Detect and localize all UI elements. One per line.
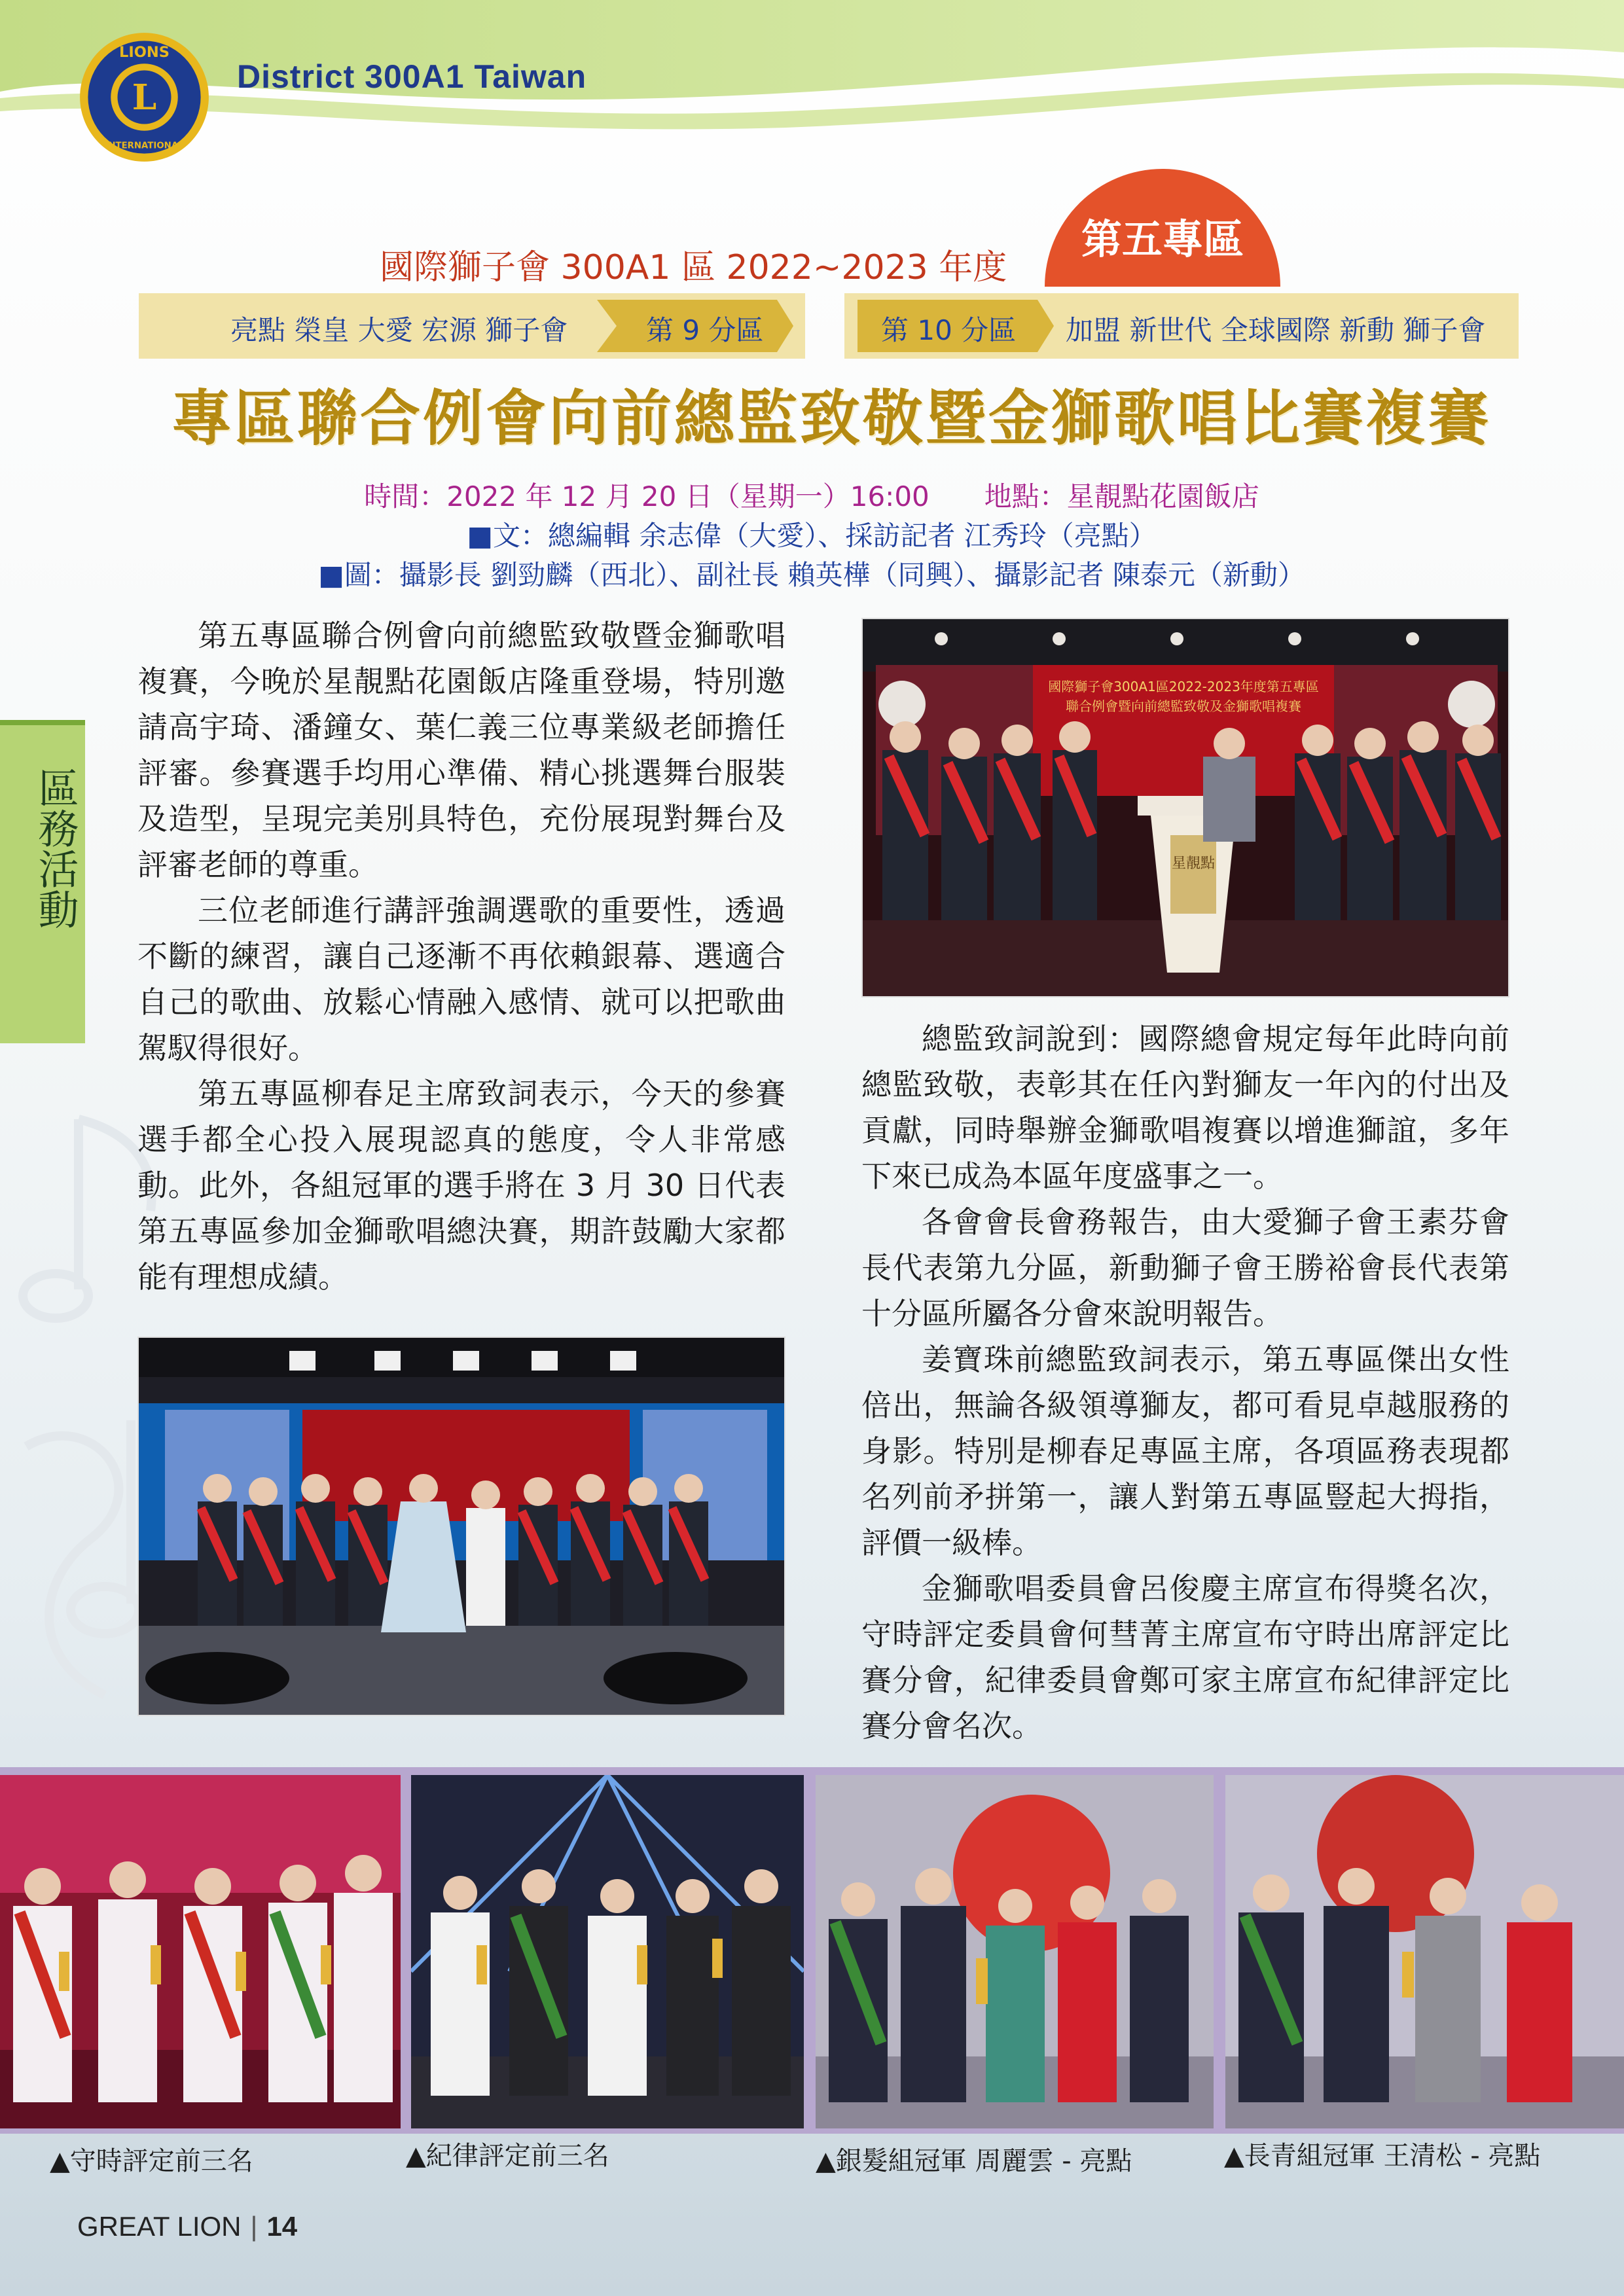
article-writers: ■文：總編輯 余志偉（大愛）、採訪記者 江秀玲（亮點）: [467, 520, 1157, 552]
ribbon-right-clubs: 加盟 新世代 全球國際 新動 獅子會: [1066, 314, 1486, 346]
award-photo-evergreen-champion-illustration: [1225, 1775, 1624, 2128]
backdrop-line2: 聯合例會暨向前總監致敬及金獅歌唱複賽: [1066, 698, 1301, 714]
paragraph: 各會會長會務報告，由大愛獅子會王素芬會長代表第九分區，新動獅子會王勝裕會長代表第十分區所屬各分會來說明報告。: [861, 1204, 1509, 1331]
article-left-column: [137, 613, 785, 1300]
logo-text-bottom: INTERNATIONAL: [105, 141, 184, 151]
stage-podium-illustration: [863, 619, 1509, 997]
paragraph: 三位老師進行講評強調選歌的重要性，透過不斷的練習，讓自己逐漸不再依賴銀幕、選適合自己的歌曲、放鬆心情融入感情、就可以把歌曲駕馭得很好。: [137, 893, 785, 1066]
page-footer: [77, 2211, 297, 2242]
award-photo-silver-champion: [816, 1775, 1214, 2128]
backdrop-line1: 國際獅子會300A1區2022-2023年度第五專區: [1048, 679, 1319, 694]
zone-badge: [1045, 169, 1280, 287]
article-title: 專區聯合例會向前總監致敬暨金獅歌唱比賽複賽: [171, 384, 1491, 454]
article-right-column: [861, 1016, 1509, 1749]
ribbon-left-district: 第 9 分區: [646, 314, 764, 346]
caption-silver-champion: ▲銀髮組冠軍 周麗雲 - 亮點: [816, 2146, 1132, 2176]
paragraph: 姜寶珠前總監致詞表示，第五專區傑出女性倍出，無論各級領導獅友，都可看見卓越服務的身影。特別是柳春足專區主席，各項區務表現都名列前矛拼第一，讓人對第五專區豎起大拇指，評價一級棒。: [861, 1342, 1509, 1560]
year-line: 國際獅子會 300A1 區 2022~2023 年度: [380, 248, 1007, 287]
award-photo-discipline: [411, 1775, 804, 2128]
paragraph: 第五專區柳春足主席致詞表示，今天的參賽選手都全心投入展現認真的態度，令人非常感動。此外，各組冠軍的選手將在 3 月 30 日代表第五專區參加金獅歌唱總決賽，期許鼓勵大家都能有理想成績。: [137, 1076, 785, 1295]
ribbon-left-clubs: 亮點 榮皇 大愛 宏源 獅子會: [230, 314, 568, 346]
lions-logo: [77, 30, 211, 164]
stage-group-photo: [137, 1336, 785, 1716]
section-side-tab: [0, 720, 85, 1043]
ribbon-district-10: [844, 293, 1519, 359]
paragraph: 金獅歌唱委員會呂俊慶主席宣布得獎名次，守時評定委員會何彗菁主席宣布守時出席評定比賽分會，紀律委員會鄭可家主席宣布紀律評定比賽分會名次。: [861, 1571, 1509, 1744]
logo-letter: L: [132, 76, 157, 118]
award-photo-evergreen-champion: [1225, 1775, 1624, 2128]
award-photo-punctuality: [0, 1775, 401, 2128]
footer-separator: |: [250, 2211, 258, 2242]
award-photo-silver-champion-illustration: [816, 1775, 1214, 2128]
district-label: District 300A1 Taiwan: [237, 58, 587, 95]
caption-evergreen-champion: ▲長青組冠軍 王清松 - 亮點: [1224, 2141, 1541, 2171]
article-photographers: ■圖：攝影長 劉勁麟（西北）、副社長 賴英樺（同興）、攝影記者 陳泰元（新動）: [318, 559, 1305, 591]
page-number: 14: [266, 2211, 298, 2242]
section-side-tab-label: 區務活動: [31, 767, 79, 929]
podium-label: 星靚點: [1171, 855, 1216, 872]
paragraph: 第五專區聯合例會向前總監致敬暨金獅歌唱複賽，今晚於星靚點花園飯店隆重登場，特別邀請高宇琦、潘鐘女、葉仁義三位專業級老師擔任評審。參賽選手均用心準備、精心挑選舞台服裝及造型，呈現完美別具特色，充份展現對舞台及評審老師的尊重。: [137, 618, 785, 882]
award-photo-discipline-illustration: [411, 1775, 804, 2128]
paragraph: 總監致詞說到：國際總會規定每年此時向前總監致敬，表彰其在任內對獅友一年內的付出及貢獻，同時舉辦金獅歌唱複賽以增進獅誼，多年下來已成為本區年度盛事之一。: [861, 1021, 1509, 1194]
logo-text-top: LIONS: [118, 44, 170, 61]
ribbon-district-9: [139, 293, 805, 359]
caption-punctuality: ▲守時評定前三名: [50, 2146, 253, 2176]
event-time-place: 時間：2022 年 12 月 20 日（星期一）16:00 地點：星靚點花園飯店: [364, 480, 1259, 512]
stage-podium-photo: [861, 618, 1509, 997]
award-photo-punctuality-illustration: [0, 1775, 401, 2128]
stage-group-illustration: [139, 1338, 785, 1716]
magazine-name: GREAT LION: [77, 2211, 242, 2242]
zone-badge-label: 第五專區: [1081, 215, 1244, 263]
ribbon-right-district: 第 10 分區: [881, 314, 1017, 346]
caption-discipline: ▲紀律評定前三名: [406, 2141, 609, 2171]
